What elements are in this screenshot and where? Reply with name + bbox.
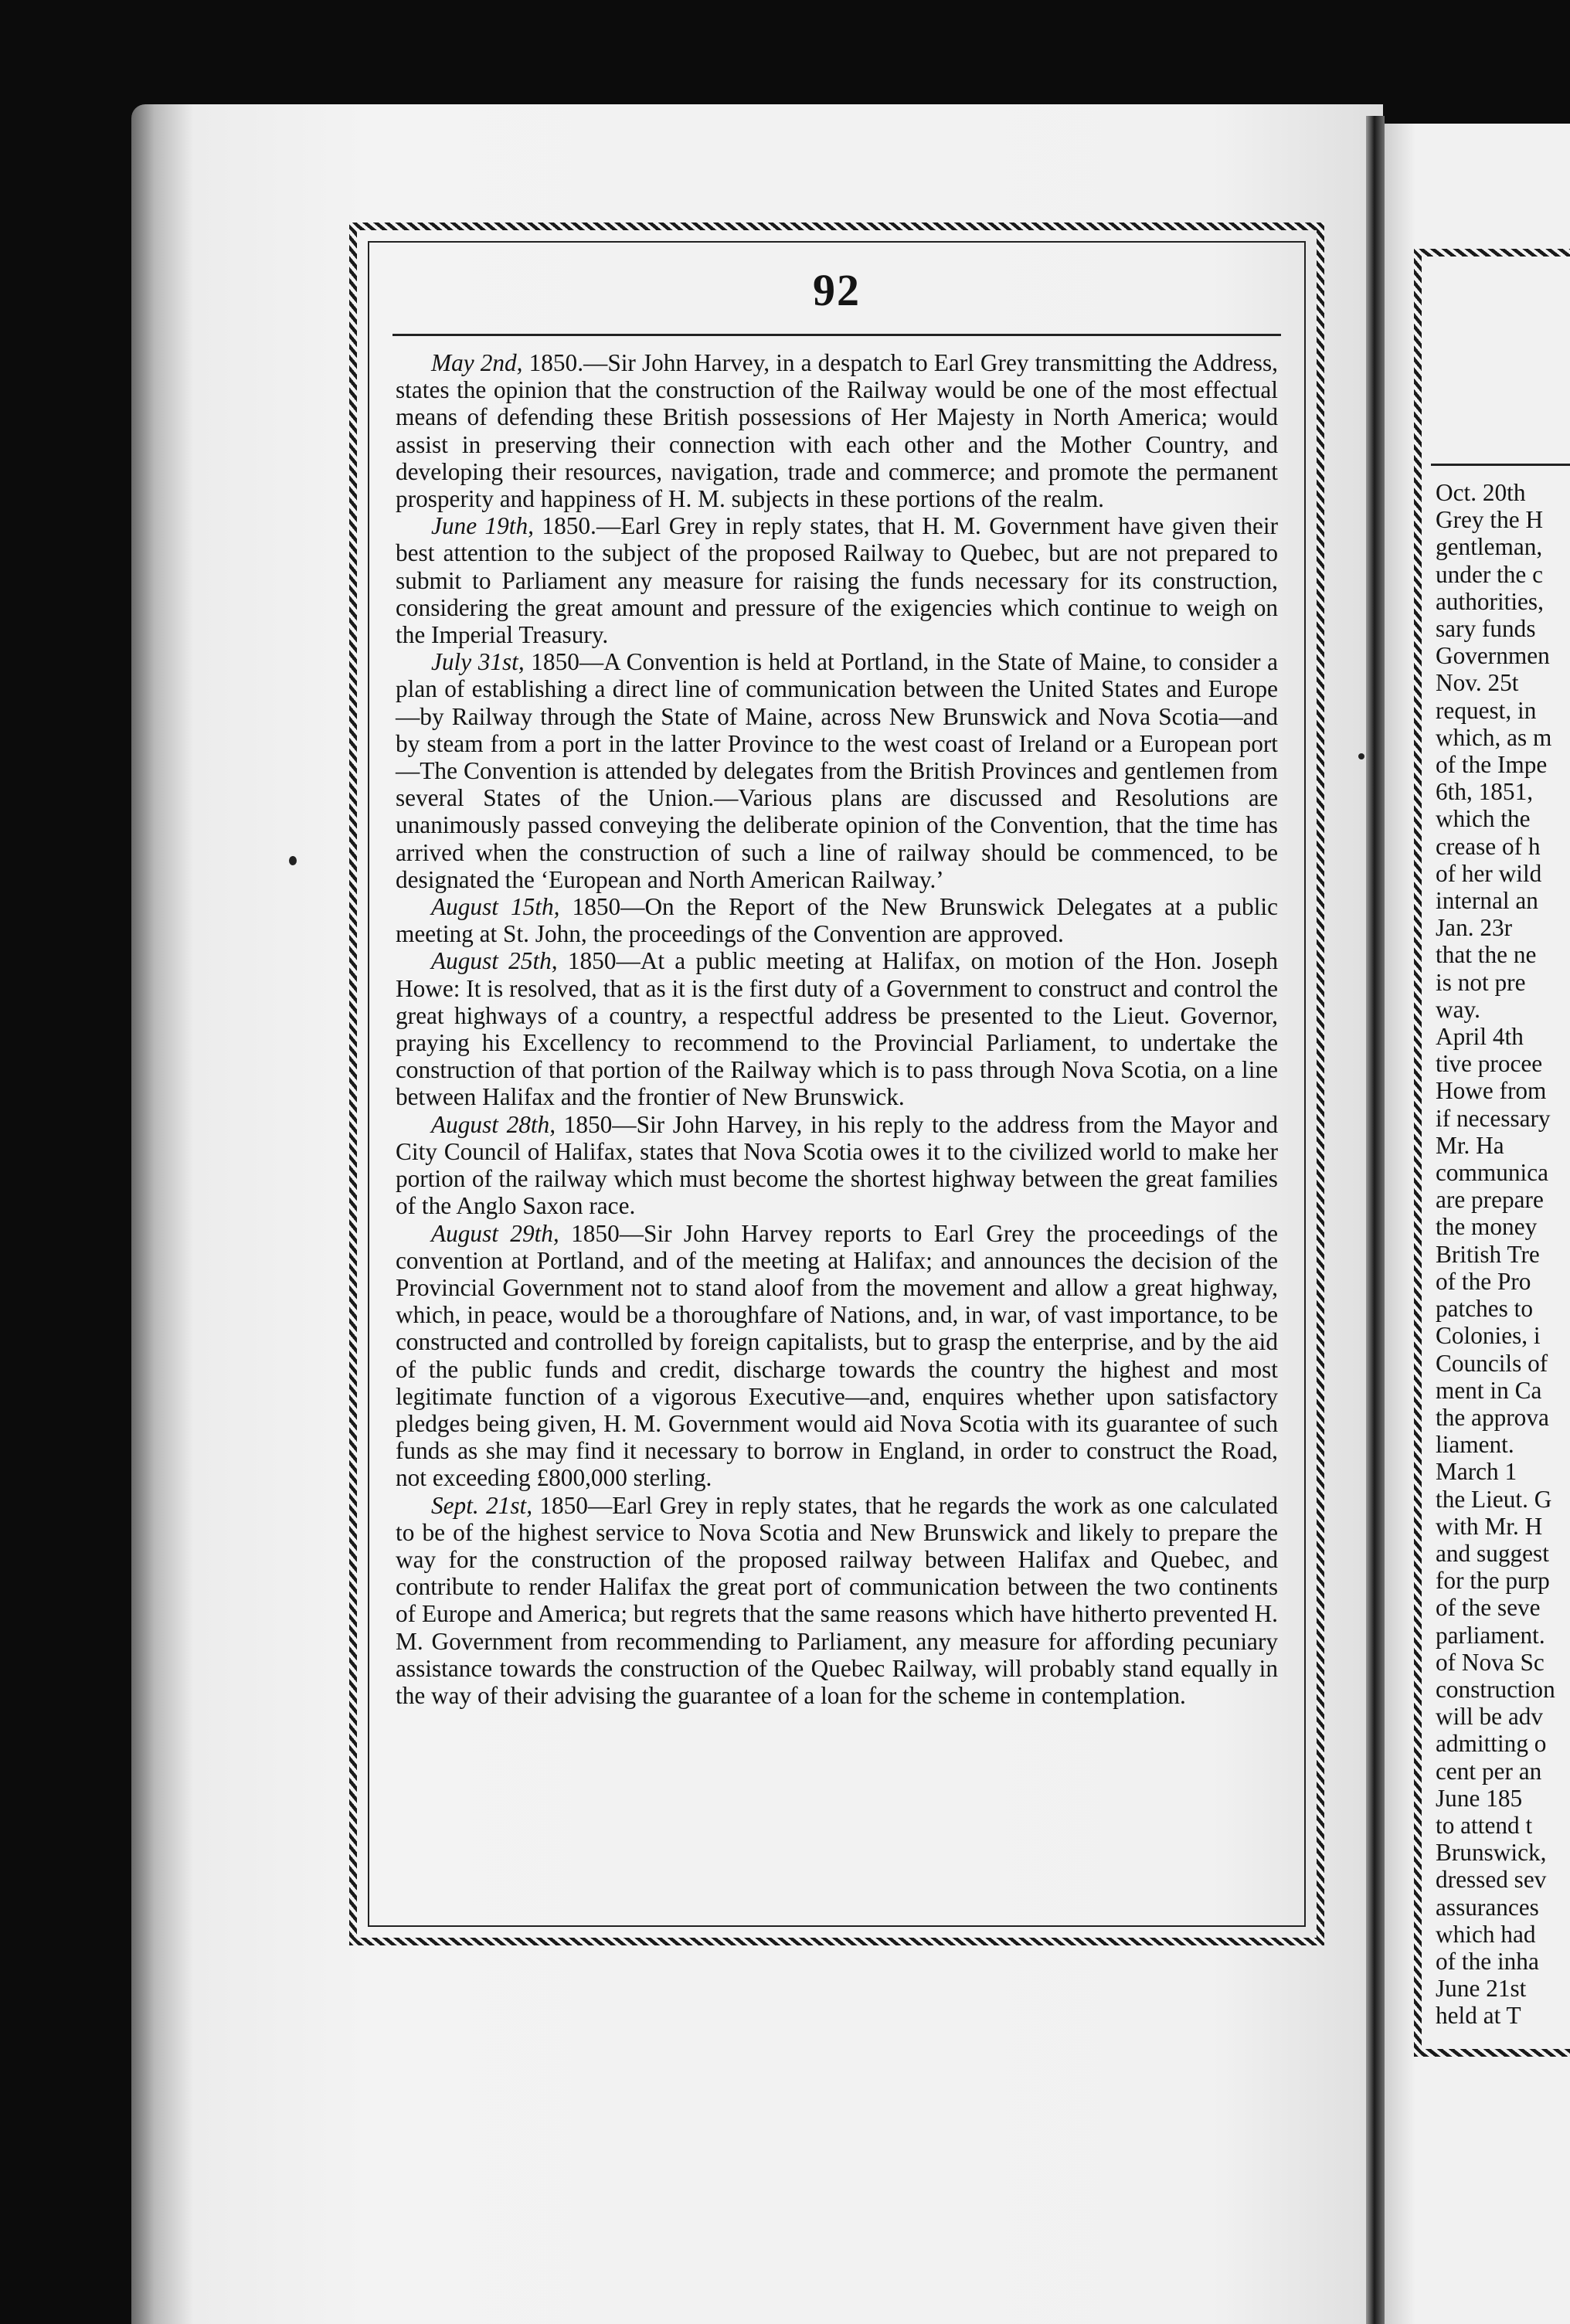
right-page-line: which had bbox=[1436, 1920, 1536, 1948]
right-page-line: authorities, bbox=[1436, 587, 1544, 615]
right-page-line: admitting o bbox=[1436, 1730, 1547, 1758]
right-page-line: Councils of bbox=[1436, 1349, 1548, 1377]
right-page-line: that the ne bbox=[1436, 941, 1537, 969]
right-page-line: June 185 bbox=[1436, 1784, 1523, 1812]
entry-body: 1850.—Earl Grey in reply states, that H. M. Government have given their best attention to the subject of the proposed Railway to Quebec, but are not prepared to submit to Parliament any measure for raising the funds necessary for its construction, considering the great amount and pressure of the exigencies which continue to weigh on the Imperial Treasury. bbox=[396, 512, 1278, 649]
right-page-line: Grey the H bbox=[1436, 506, 1544, 534]
page-number: 92 bbox=[813, 265, 861, 315]
right-page-line: April 4th bbox=[1436, 1023, 1524, 1051]
right-page-line: Howe from bbox=[1436, 1077, 1547, 1105]
right-page-line: June 21st bbox=[1436, 1975, 1527, 2003]
right-page-line: Jan. 23r bbox=[1436, 914, 1513, 942]
header-rule bbox=[392, 334, 1281, 336]
right-page-line: which, as m bbox=[1436, 723, 1552, 751]
right-page-line: dressed sev bbox=[1436, 1866, 1547, 1894]
entry-date: May 2nd, bbox=[431, 349, 523, 376]
right-page-line: if necessary bbox=[1436, 1104, 1551, 1132]
right-page-rule bbox=[1431, 464, 1570, 466]
right-page-line: Nov. 25t bbox=[1436, 669, 1519, 697]
right-page-line: of the Impe bbox=[1436, 751, 1548, 779]
entry-date: July 31st, bbox=[431, 648, 525, 676]
right-page-line: which the bbox=[1436, 805, 1531, 833]
right-page-line: with Mr. H bbox=[1436, 1512, 1543, 1540]
right-page-line: to attend t bbox=[1436, 1811, 1533, 1839]
right-page-line: assurances bbox=[1436, 1893, 1539, 1921]
entry-date: June 19th, bbox=[431, 512, 534, 540]
right-page-line: Colonies, i bbox=[1436, 1322, 1541, 1350]
right-page-line: communica bbox=[1436, 1159, 1549, 1187]
right-page bbox=[1385, 124, 1570, 2324]
right-page-line: of Nova Sc bbox=[1436, 1648, 1545, 1676]
entry-paragraph bbox=[396, 349, 1278, 512]
entry-body: 1850—Sir John Harvey, in his reply to the address from the Mayor and City Council of Halifax, states that Nova Scotia owes it to the civilized world to make her portion of the railway which must become the shortest highway between the great families of the Anglo Saxon race. bbox=[396, 1110, 1278, 1220]
page-border bbox=[349, 223, 1324, 1945]
ink-speck bbox=[289, 856, 297, 865]
right-page-line: way. bbox=[1436, 995, 1480, 1023]
right-page-line: liament. bbox=[1436, 1431, 1514, 1459]
entry-body: 1850—A Convention is held at Portland, in the State of Maine, to consider a plan of establishing a direct line of communication between the United States and Europe—by Railway through the State of Maine, across New Brunswick and Nova Scotia—and by steam from a port in the latter Province to the west coast of Ireland or a European port—The Convention is attended by delegates from the British Provinces and gentlemen from several States of the Union.—Various plans are discussed and Resolutions are unanimously passed conveying the deliberate opinion of the Convention, that the time has arrived when the construction of such a line of railway should be commenced, to be designated the ‘European and North American Railway.’ bbox=[396, 648, 1278, 893]
entry-paragraph bbox=[396, 947, 1278, 1110]
right-page-line: under the c bbox=[1436, 560, 1544, 588]
right-page-line: internal an bbox=[1436, 887, 1538, 915]
book-gutter bbox=[1366, 116, 1385, 2324]
entry-body: 1850—Earl Grey in reply states, that he regards the work as one calculated to be of the highest service to Nova Scotia and New Brunswick and likely to prepare the way for the construction of the proposed railway between Halifax and Quebec, and contribute to render Halifax the great port of communication between the two continents of Europe and America; but regrets that the same reasons which have hitherto prevented H. M. Government from recommending to Parliament, any measure for affording pecuniary assistance towards the construction of the Quebec Railway, will probably stand equally in the way of their advising the guarantee of a loan for the scheme in contemplation. bbox=[396, 1491, 1278, 1709]
entry-paragraph bbox=[396, 512, 1278, 648]
right-page-line: Brunswick, bbox=[1436, 1839, 1547, 1867]
right-page-line: British Tre bbox=[1436, 1240, 1540, 1268]
entry-date: August 28th, bbox=[431, 1110, 556, 1138]
article-text bbox=[396, 349, 1278, 1709]
right-page-line: of the seve bbox=[1436, 1594, 1541, 1622]
right-page-line: will be adv bbox=[1436, 1703, 1544, 1731]
entry-date: August 15th, bbox=[431, 893, 560, 921]
entry-paragraph bbox=[396, 648, 1278, 893]
entry-paragraph bbox=[396, 893, 1278, 947]
entry-body: 1850—Sir John Harvey reports to Earl Grey the proceedings of the convention at Portland, and of the meeting at Halifax; and announces the decision of the Provincial Government not to stand aloof from the movement and allow a great highway, which, in peace, would be a thoroughfare of Nations, and, in war, of vast importance, to be constructed and controlled by foreign capitalists, but to grasp the enterprise, and by the aid of the public funds and credit, discharge towards the country the highest and most legitimate function of a vigorous Executive—and, enquires whether upon satisfactory pledges being given, H. M. Government would aid Nova Scotia with its guarantee of such funds as she may find it necessary to borrow in England, in order to construct the Road, not exceeding £800,000 sterling. bbox=[396, 1219, 1278, 1492]
right-page-line: of the Pro bbox=[1436, 1267, 1531, 1295]
right-page-line: of the inha bbox=[1436, 1947, 1539, 1975]
page-content bbox=[368, 241, 1306, 1927]
right-page-line: March 1 bbox=[1436, 1458, 1517, 1486]
right-page-line: the approva bbox=[1436, 1403, 1549, 1431]
right-page-line: parliament. bbox=[1436, 1621, 1545, 1649]
right-page-line: sary funds bbox=[1436, 615, 1536, 643]
right-page-line: Oct. 20th bbox=[1436, 479, 1526, 506]
entry-paragraph bbox=[396, 1492, 1278, 1710]
right-page-line: 6th, 1851, bbox=[1436, 778, 1534, 806]
right-page-text bbox=[1436, 479, 1570, 2030]
right-page-line: the money bbox=[1436, 1213, 1538, 1241]
right-page-line: and suggest bbox=[1436, 1539, 1549, 1567]
right-page-line: patches to bbox=[1436, 1295, 1534, 1323]
entry-date: Sept. 21st, bbox=[431, 1491, 533, 1519]
right-page-line: construction bbox=[1436, 1675, 1555, 1703]
right-page-line: held at T bbox=[1436, 2002, 1521, 2030]
right-page-line: gentleman, bbox=[1436, 533, 1543, 561]
right-page-line: ment in Ca bbox=[1436, 1376, 1542, 1404]
entry-paragraph bbox=[396, 1220, 1278, 1492]
entry-body: 1850—On the Report of the New Brunswick Delegates at a public meeting at St. John, the proceedings of the Convention are approved. bbox=[396, 893, 1278, 948]
right-page-line: cent per an bbox=[1436, 1757, 1542, 1785]
entry-date: August 25th, bbox=[431, 947, 558, 975]
right-page-line: the Lieut. G bbox=[1436, 1485, 1552, 1513]
right-page-line: are prepare bbox=[1436, 1186, 1544, 1214]
right-page-line: crease of h bbox=[1436, 832, 1541, 860]
entry-body: 1850—At a public meeting at Halifax, on motion of the Hon. Joseph Howe: It is resolved, that as it is the first duty of a Government to construct and control the great highways of a country, a respectful address be presented to the Lieut. Governor, praying his Excellency to recommend to the Provincial Parliament, to undertake the construction of that portion of the Railway which is to pass through Nova Scotia, on a line between Halifax and the frontier of New Brunswick. bbox=[396, 947, 1278, 1111]
right-page-line: for the purp bbox=[1436, 1567, 1550, 1595]
entry-body: 1850.—Sir John Harvey, in a despatch to Earl Grey transmitting the Address, states the opinion that the construction of the Railway would be one of the most effectual means of defending these British possessions of Her Majesty in North America; would assist in preserving their connection with each other and the Mother Country, and developing their resources, navigation, trade and commerce; and promote the permanent prosperity and happiness of H. M. subjects in these portions of the realm. bbox=[396, 349, 1278, 513]
right-page-line: of her wild bbox=[1436, 859, 1542, 887]
right-page-line: tive procee bbox=[1436, 1050, 1543, 1078]
right-page-line: Mr. Ha bbox=[1436, 1131, 1504, 1159]
ink-speck bbox=[1358, 753, 1364, 759]
entry-paragraph bbox=[396, 1111, 1278, 1220]
right-page-line: is not pre bbox=[1436, 968, 1526, 996]
entry-date: August 29th, bbox=[431, 1219, 559, 1247]
right-page-line: request, in bbox=[1436, 696, 1537, 724]
right-page-line: Governmen bbox=[1436, 642, 1550, 670]
